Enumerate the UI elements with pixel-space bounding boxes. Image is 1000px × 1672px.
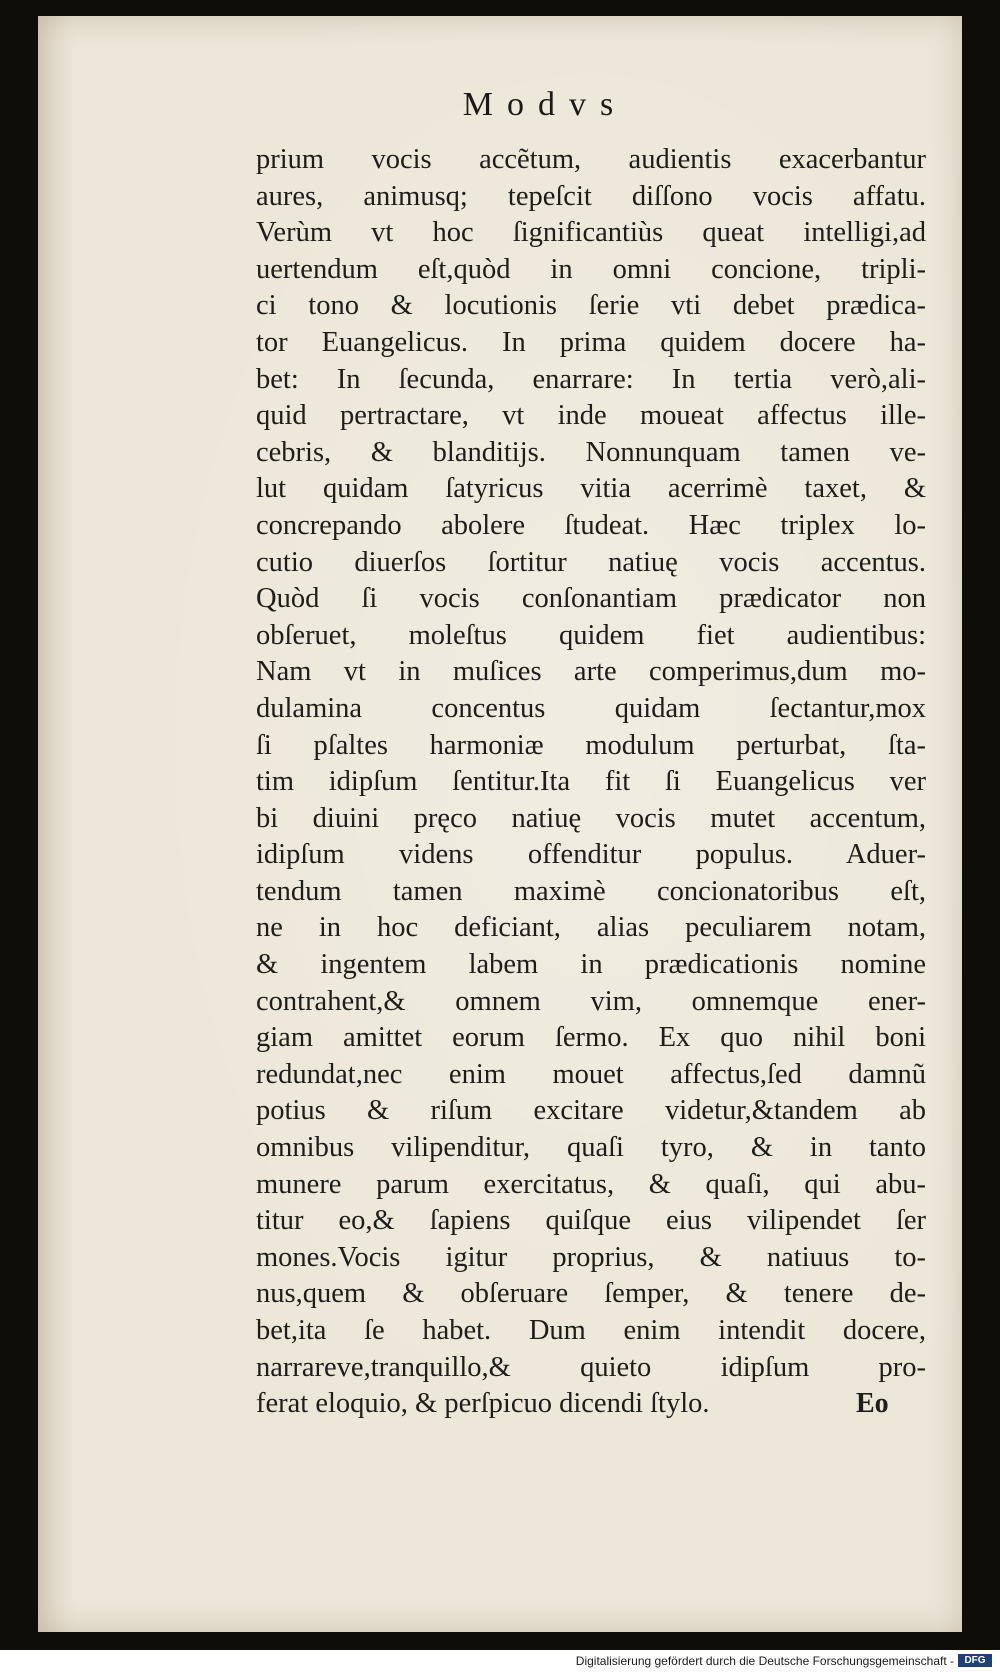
text-line: concrepando abolere ſtudeat. Hæc triplex lo-	[256, 509, 926, 541]
text-line: obſeruet, moleſtus quidem fiet audientibus:	[256, 619, 926, 651]
book-page	[38, 16, 962, 1632]
text-line: titur eo,& ſapiens quiſque eius vilipendet ſer	[256, 1205, 926, 1237]
text-line: bet,ita ſe habet. Dum enim intendit docere,	[256, 1315, 926, 1346]
text-line: lut quidam ſatyricus vitia acerrimè taxet, &	[256, 473, 926, 505]
text-line: Quòd ſi vocis conſonantiam prædicator non	[256, 583, 926, 615]
text-line: giam amittet eorum ſermo. Ex quo nihil boni	[256, 1022, 926, 1054]
catchword: Eo	[856, 1388, 889, 1419]
text-line: ferat eloquio, & perſpicuo dicendi ſtylo.	[256, 1388, 710, 1420]
text-line: & ingentem labem in prædicationis nomine	[256, 949, 926, 981]
text-line: nus,quem & obſeruare ſemper, & tenere de-	[256, 1278, 926, 1310]
text-line: potius & riſum excitare videtur,&tandem ab	[256, 1095, 926, 1127]
running-head: Modvs	[462, 86, 628, 123]
text-line: bi diuini pręco natiuę vocis mutet accentum,	[256, 802, 926, 834]
text-line: tendum tamen maximè concionatoribus eſt,	[256, 875, 926, 907]
text-line: cebris, & blanditijs. Nonnunquam tamen ve-	[256, 436, 926, 468]
text-line: uertendum eſt,quòd in omni concione, tripli-	[256, 253, 926, 285]
text-line: tor Euangelicus. In prima quidem docere ha-	[256, 326, 926, 358]
text-line: aures, animusq; tepeſcit diſſono vocis affatu.	[256, 180, 926, 212]
text-line: ne in hoc deficiant, alias peculiarem notam,	[256, 912, 926, 944]
text-line: omnibus vilipenditur, quaſi tyro, & in tanto	[256, 1132, 926, 1164]
dfg-logo-icon: DFG	[958, 1654, 992, 1667]
text-line: narrareve,tranquillo,& quieto idipſum pro-	[256, 1351, 926, 1383]
text-line: tim idipſum ſentitur.Ita fit ſi Euangelicus ver	[256, 766, 926, 798]
text-line: ſi pſaltes harmoniæ modulum perturbat, ſta-	[256, 729, 926, 761]
body-text	[256, 142, 926, 1423]
text-line: redundat,nec enim mouet affectus,ſed damnũ	[256, 1058, 926, 1090]
text-line: quid pertractare, vt inde moueat affectus ille-	[256, 400, 926, 432]
text-line: munere parum exercitatus, & quaſi, qui abu-	[256, 1168, 926, 1200]
text-line: Verùm vt hoc ſignificantiùs queat intelligi,ad	[256, 217, 926, 249]
text-line: bet: In ſecunda, enarrare: In tertia verò,ali-	[256, 363, 926, 395]
text-line: Nam vt in muſices arte comperimus,dum mo-	[256, 656, 926, 688]
text-line: cutio diuerſos ſortitur natiuę vocis accentus.	[256, 546, 926, 578]
text-line: prium vocis accẽtum, audientis exacerbantur	[256, 144, 926, 175]
text-line: idipſum videns offenditur populus. Aduer-	[256, 839, 926, 871]
text-line: ci tono & locutionis ſerie vti debet prædica-	[256, 290, 926, 322]
text-line: dulamina concentus quidam ſectantur,mox	[256, 692, 926, 724]
funding-credit: Digitalisierung gefördert durch die Deutsche Forschungsgemeinschaft -	[575, 1654, 954, 1668]
text-line: mones.Vocis igitur proprius, & natiuus to-	[256, 1241, 926, 1273]
text-line: contrahent,& omnem vim, omnemque ener-	[256, 985, 926, 1017]
footer-bar	[0, 1650, 1000, 1672]
